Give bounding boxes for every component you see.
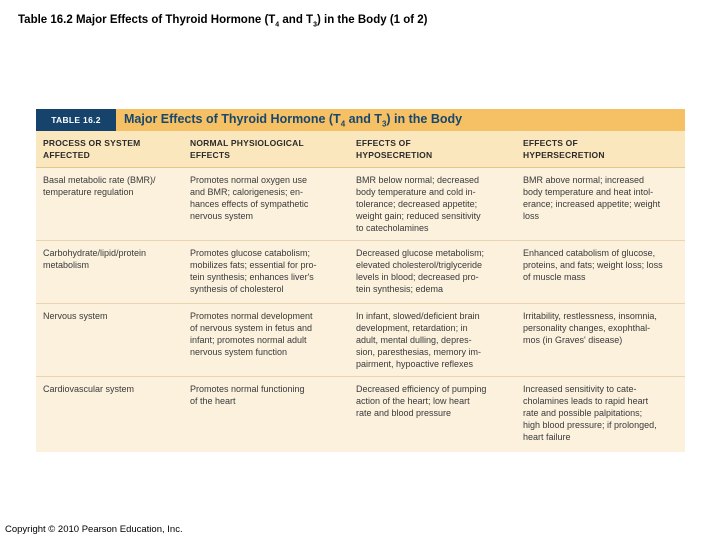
- table-cell: In infant, slowed/deficient brain development, retardation; in adult, mental dulling, depres- sion, paresthesias, memory im- pairment, hypoactive reflexes: [356, 311, 482, 369]
- table-cell: BMR below normal; decreased body temperature and cold in- tolerance; decreased appetite; weight gain; reduced sensitivity to catecholamines: [356, 175, 481, 233]
- slide-title: Table 16.2 Major Effects of Thyroid Hormone ($T_4$ and $T_3$) in the Body (1 of 2): [18, 14, 428, 29]
- table-cell: Basal metabolic rate (BMR)/ temperature regulation: [43, 175, 156, 197]
- table-cell: Irritability, restlessness, insomnia, personality changes, exophthal- mos (in Graves' disease): [523, 311, 657, 345]
- column-header-hypersecretion: EFFECTS OF HYPERSECRETION: [523, 138, 605, 160]
- table-row-nervous-system: [36, 304, 685, 377]
- table-cell: Promotes normal development of nervous system in fetus and infant; promotes normal adult nervous system function: [190, 311, 313, 357]
- column-header-hyposecretion: EFFECTS OF HYPOSECRETION: [356, 138, 433, 160]
- table-header-bar: [36, 109, 685, 131]
- table-row-metabolism: [36, 241, 685, 304]
- table-cell: Promotes normal functioning of the heart: [190, 384, 305, 406]
- table-cell: Nervous system: [43, 311, 108, 321]
- table-cell: BMR above normal; increased body temperature and heat intol- erance; increased appetite; weight loss: [523, 175, 661, 221]
- column-header-normal-effects: NORMAL PHYSIOLOGICAL EFFECTS: [190, 138, 304, 160]
- table-cell: Cardiovascular system: [43, 384, 135, 394]
- table-cell: Decreased glucose metabolism; elevated cholesterol/triglyceride levels in blood; decreased pro- tein synthesis; edema: [356, 248, 485, 294]
- table-cell: Increased sensitivity to cate- cholamines leads to rapid heart rate and possible palpitations; high blood pressure; if prolonged, heart failure: [523, 384, 657, 442]
- table-cell: Carbohydrate/lipid/protein metabolism: [43, 248, 147, 270]
- table-cell: Enhanced catabolism of glucose, proteins, and fats; weight loss; loss of muscle mass: [523, 248, 663, 282]
- thyroid-effects-table: [36, 109, 685, 452]
- table-title: Major Effects of Thyroid Hormone ($T_4$ and $T_3$) in the Body: [124, 111, 463, 129]
- table-cell: Promotes normal oxygen use and BMR; calorigenesis; en- hances effects of sympathetic nervous system: [190, 175, 309, 221]
- table-badge: TABLE 16.2: [36, 109, 116, 131]
- column-header-process: PROCESS OR SYSTEM AFFECTED: [43, 138, 141, 160]
- table-cell: Decreased efficiency of pumping action of the heart; low heart rate and blood pressure: [356, 384, 487, 418]
- column-headers: [36, 131, 685, 168]
- table-row-bmr: [36, 168, 685, 241]
- copyright-notice: Copyright © 2010 Pearson Education, Inc.: [5, 524, 183, 535]
- table-cell: Promotes glucose catabolism; mobilizes fats; essential for pro- tein synthesis; enhances liver's synthesis of cholesterol: [190, 248, 317, 294]
- table-row-cardiovascular: [36, 377, 685, 451]
